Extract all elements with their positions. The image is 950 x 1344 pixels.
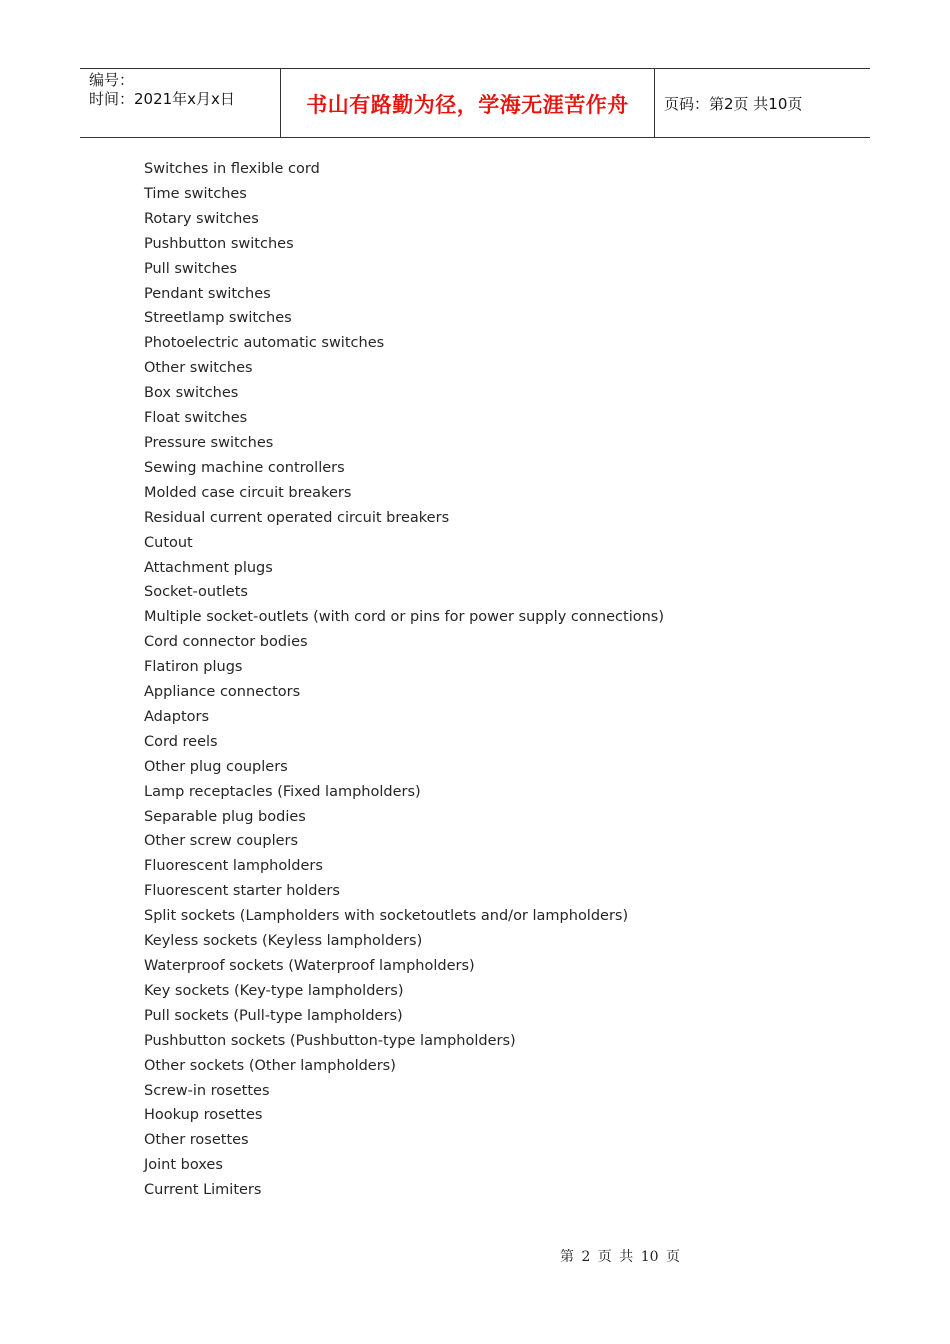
list-item: Switches in flexible cord bbox=[144, 161, 320, 177]
list-item: Pushbutton switches bbox=[144, 235, 294, 252]
page-footer bbox=[0, 1246, 950, 1266]
footer-page-number: 第 2 页 共 10 页 bbox=[560, 1249, 680, 1265]
list-item: Residual current operated circuit breakers bbox=[144, 509, 450, 526]
list-item: Joint boxes bbox=[144, 1157, 223, 1174]
list-item: Lamp receptacles (Fixed lampholders) bbox=[144, 783, 421, 800]
list-item: Fluorescent starter holders bbox=[144, 883, 340, 900]
list-item: Cutout bbox=[144, 534, 193, 551]
list-item: Rotary switches bbox=[144, 210, 259, 227]
list-item: Hookup rosettes bbox=[144, 1107, 263, 1124]
header-page-info: 页码：第2页 共10页 bbox=[664, 94, 803, 113]
list-item: Pressure switches bbox=[144, 434, 274, 451]
list-item: Screw-in rosettes bbox=[144, 1082, 270, 1099]
list-item: Photoelectric automatic switches bbox=[144, 335, 385, 352]
list-item: Waterproof sockets (Waterproof lampholders) bbox=[144, 958, 475, 974]
list-item: Pushbutton sockets (Pushbutton-type lampholders) bbox=[144, 1032, 516, 1049]
list-item: Attachment plugs bbox=[144, 559, 273, 576]
list-item: Pendant switches bbox=[144, 285, 271, 302]
list-item: Streetlamp switches bbox=[144, 310, 292, 327]
list-item: Other screw couplers bbox=[144, 833, 299, 850]
document-date-label: 时间：2021年x月x日 bbox=[89, 90, 235, 108]
list-item: Split sockets (Lampholders with socketoutlets and/or lampholders) bbox=[144, 908, 629, 925]
list-item: Socket-outlets bbox=[144, 584, 248, 601]
list-item: Multiple socket-outlets (with cord or pins for power supply connections) bbox=[144, 609, 665, 626]
list-item: Adaptors bbox=[144, 708, 210, 725]
list-item: Float switches bbox=[144, 410, 248, 427]
list-item: Pull switches bbox=[144, 260, 238, 277]
list-item: Flatiron plugs bbox=[144, 659, 243, 676]
list-item: Separable plug bodies bbox=[144, 808, 306, 825]
list-item: Other switches bbox=[144, 360, 253, 377]
list-item: Other sockets (Other lampholders) bbox=[144, 1057, 396, 1074]
list-item: Box switches bbox=[144, 385, 239, 402]
header-motto-cell bbox=[281, 69, 655, 137]
list-item: Other rosettes bbox=[144, 1132, 249, 1149]
list-item: Sewing machine controllers bbox=[144, 459, 345, 476]
document-number-label: 编号： bbox=[89, 71, 135, 89]
header-page-cell bbox=[655, 69, 870, 137]
list-item: Molded case circuit breakers bbox=[144, 484, 352, 501]
product-category-list bbox=[144, 157, 664, 1203]
list-item: Key sockets (Key-type lampholders) bbox=[144, 982, 404, 999]
list-item: Appliance connectors bbox=[144, 684, 301, 701]
header-motto: 书山有路勤为径，学海无涯苦作舟 bbox=[306, 92, 629, 117]
list-item: Keyless sockets (Keyless lampholders) bbox=[144, 933, 423, 950]
header-meta-cell bbox=[80, 69, 281, 137]
list-item: Cord connector bodies bbox=[144, 634, 308, 651]
list-item: Other plug couplers bbox=[144, 758, 288, 775]
list-item: Pull sockets (Pull-type lampholders) bbox=[144, 1007, 403, 1024]
list-item: Fluorescent lampholders bbox=[144, 858, 323, 875]
list-item: Time switches bbox=[144, 185, 247, 202]
list-item: Cord reels bbox=[144, 733, 218, 750]
list-item: Current Limiters bbox=[144, 1182, 262, 1199]
page-header bbox=[80, 68, 870, 138]
